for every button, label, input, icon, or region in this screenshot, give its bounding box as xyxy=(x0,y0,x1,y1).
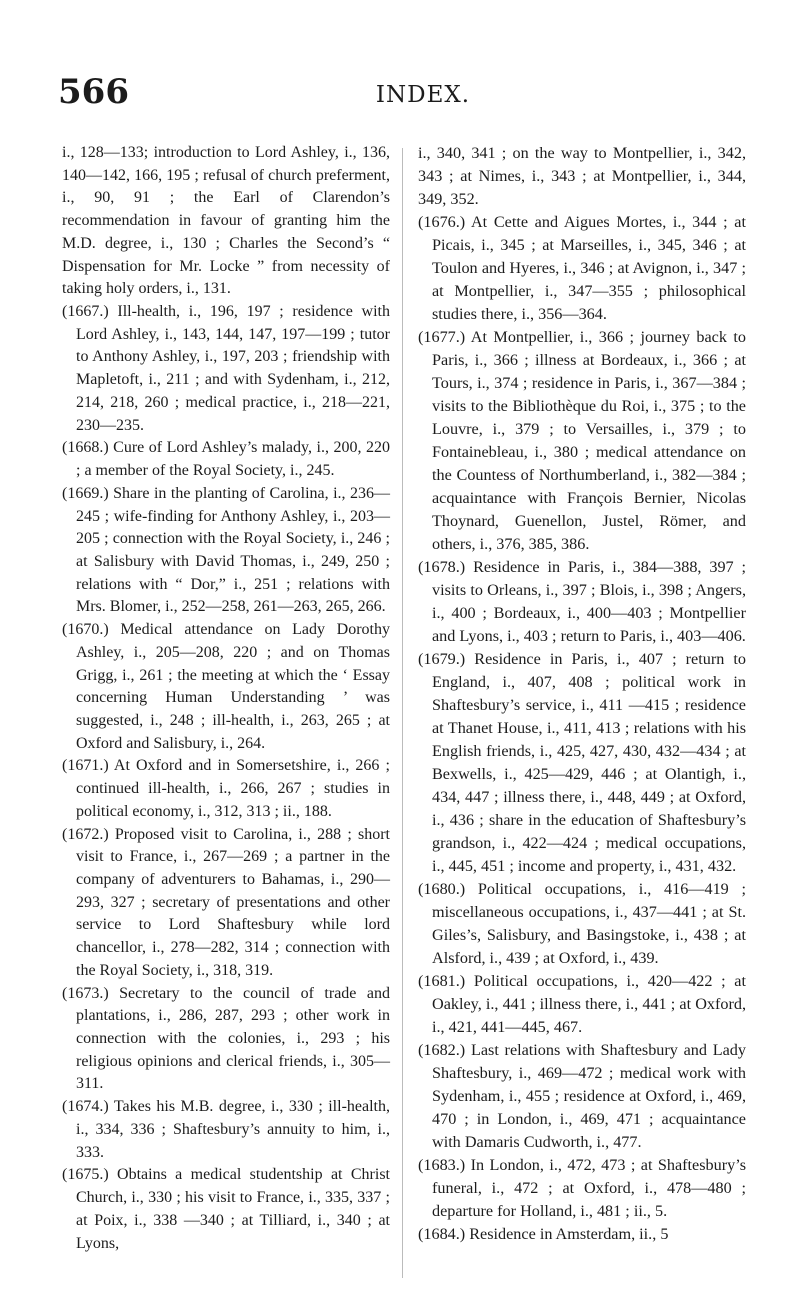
index-entry: (1679.) Residence in Paris, i., 407 ; return to England, i., 407, 408 ; political work in Shaftesbury’s service, i., 411 —415 ; residence at Thanet House, i., 411, 413 ; relations with his English friends, i., 425, 427, 430, 432—434 ; at Bexwells, i., 425—429, 446 ; at Olantigh, i., 434, 447 ; illness there, i., 448, 449 ; at Oxford, i., 436 ; share in the education of Shaftesbury’s grandson, i., 422—424 ; medical occupations, i., 445, 451 ; income and property, i., 431, 432. xyxy=(418,650,746,875)
index-entry: (1671.) At Oxford and in Somersetshire, i., 266 ; continued ill-health, i., 266, 267 ; studies in political economy, i., 312, 313 ; ii., 188. xyxy=(62,757,390,820)
index-entry: (1683.) In London, i., 472, 473 ; at Shaftesbury’s funeral, i., 472 ; at Oxford, i., 478—480 ; departure for Holland, i., 481 ; ii., 5. xyxy=(418,1156,746,1220)
page-number: 566 xyxy=(58,72,129,112)
index-entry: (1674.) Takes his M.B. degree, i., 330 ; ill-health, i., 334, 336 ; Shaftesbury’s annuity to him, i., 333. xyxy=(62,1098,390,1161)
index-entry: (1672.) Proposed visit to Carolina, i., 288 ; short visit to France, i., 267—269 ; a partner in the company of adventurers to Bahamas, i., 290—293, 327 ; secretary of presentations and other service to Lord Shaftesbury while lord chancellor, i., 278—282, 314 ; connection with the Royal Society, i., 318, 319. xyxy=(62,825,390,979)
index-entry: i., 128—133; introduction to Lord Ashley, i., 136, 140—142, 166, 195 ; refusal of church preferment, i., 90, 91 ; the Earl of Clarendon’s recommendation in favour of granting him the M.D. degree, i., 130 ; Charles the Second’s “ Dispensation for Mr. Locke ” from necessity of taking holy orders, i., 131. xyxy=(62,144,390,298)
index-entry: (1677.) At Montpellier, i., 366 ; journey back to Paris, i., 366 ; illness at Bordeaux, i., 366 ; at Tours, i., 374 ; residence in Paris, i., 367—384 ; visits to the Bibliothèque du Roi, i., 375 ; to the Louvre, i., 379 ; to Versailles, i., 379 ; to Fontainebleau, i., 380 ; medical attendance on the Countess of Northumberland, i., 382—384 ; acquaintance with François Bernier, Nicolas Thoynard, Guenellon, Justel, Römer, and others, i., 376, 385, 386. xyxy=(418,328,746,553)
index-column-right xyxy=(418,142,746,1246)
index-entry: (1667.) Ill-health, i., 196, 197 ; residence with Lord Ashley, i., 143, 144, 147, 197—199 ; tutor to Anthony Ashley, i., 197, 203 ; friendship with Mapletoft, i., 211 ; and with Sydenham, i., 212, 214, 218, 260 ; medical practice, i., 218—221, 230—235. xyxy=(62,303,390,434)
index-entry: (1670.) Medical attendance on Lady Dorothy Ashley, i., 205—208, 220 ; and on Thomas Grigg, i., 261 ; the meeting at which the ‘ Essay concerning Human Understanding ’ was suggested, i., 248 ; ill-health, i., 263, 265 ; at Oxford and Salisbury, i., 264. xyxy=(62,621,390,752)
index-entry: (1676.) At Cette and Aigues Mortes, i., 344 ; at Picais, i., 345 ; at Marseilles, i., 345, 346 ; at Toulon and Hyeres, i., 346 ; at Avignon, i., 347 ; at Montpellier, i., 347—355 ; philosophical studies there, i., 356—364. xyxy=(418,213,746,323)
index-entry: (1680.) Political occupations, i., 416—419 ; miscellaneous occupations, i., 437—441 ; at St. Giles’s, Salisbury, and Basingstoke, i., 438 ; at Alsford, i., 439 ; at Oxford, i., 439. xyxy=(418,880,746,967)
index-entry: (1678.) Residence in Paris, i., 384—388, 397 ; visits to Orleans, i., 397 ; Blois, i., 398 ; Angers, i., 400 ; Bordeaux, i., 400—403 ; Montpellier and Lyons, i., 403 ; return to Paris, i., 403—406. xyxy=(418,558,746,645)
index-entry: (1681.) Political occupations, i., 420—422 ; at Oakley, i., 441 ; illness there, i., 441 ; at Oxford, i., 421, 441—445, 467. xyxy=(418,972,746,1036)
page-header xyxy=(58,72,748,112)
index-entry: (1669.) Share in the planting of Carolina, i., 236—245 ; wife-finding for Anthony Ashley, i., 203—205 ; connection with the Royal Society, i., 246 ; at Salisbury with David Thomas, i., 249, 250 ; relations with “ Dor,” i., 251 ; relations with Mrs. Blomer, i., 252—258, 261—263, 265, 266. xyxy=(62,484,390,616)
index-entry: i., 340, 341 ; on the way to Montpellier, i., 342, 343 ; at Nimes, i., 343 ; at Montpellier, i., 344, 349, 352. xyxy=(418,144,746,208)
running-title: INDEX. xyxy=(375,82,471,108)
index-entry: (1673.) Secretary to the council of trade and plantations, i., 286, 287, 293 ; other work in connection with the colonies, i., 293 ; his religious opinions and clerical friends, i., 305—311. xyxy=(62,984,390,1093)
index-column-left xyxy=(62,142,390,1255)
index-entry: (1668.) Cure of Lord Ashley’s malady, i., 200, 220 ; a member of the Royal Society, i., 245. xyxy=(62,439,390,480)
index-entry: (1684.) Residence in Amsterdam, ii., 5 xyxy=(418,1225,669,1243)
index-entry: (1682.) Last relations with Shaftesbury and Lady Shaftesbury, i., 469—472 ; medical work with Sydenham, i., 455 ; residence at Oxford, i., 469, 470 ; in London, i., 469, 471 ; acquaintance with Damaris Cudworth, i., 477. xyxy=(418,1041,746,1151)
column-divider xyxy=(402,148,403,1278)
index-entry: (1675.) Obtains a medical studentship at Christ Church, i., 330 ; his visit to France, i., 335, 337 ; at Poix, i., 338 —340 ; at Tilliard, i., 340 ; at Lyons, xyxy=(62,1166,390,1252)
